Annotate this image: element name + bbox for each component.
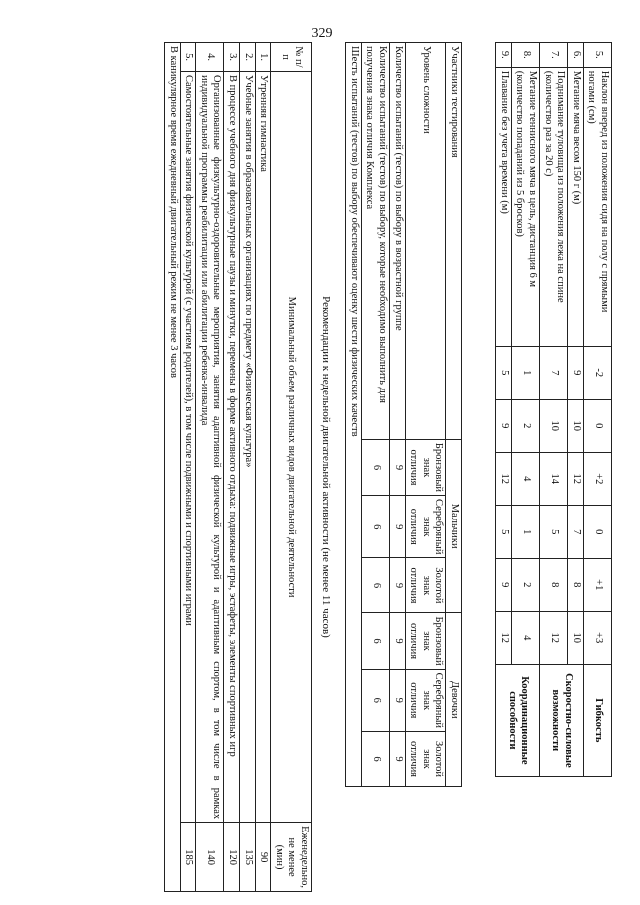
count-value: 9 [390, 439, 406, 495]
count-value: 6 [361, 669, 389, 731]
norm-value: 4 [511, 611, 539, 664]
table-row [180, 43, 196, 892]
count-value: 6 [361, 732, 389, 787]
boys-header: Мальчики [446, 439, 462, 613]
count-value: 9 [390, 496, 406, 558]
level-header: Бронзовый знак отличия [405, 613, 446, 669]
test-name: Метание мяча весом 150 г (м) [568, 67, 584, 346]
norm-value: +3 [583, 611, 611, 664]
footer-note: В каникулярное время ежедневный двигательный режим не менее 3 часов [165, 43, 181, 892]
count-value: 6 [361, 613, 389, 669]
row-number: 2. [240, 43, 256, 72]
norm-value: +1 [583, 558, 611, 611]
quality-category: Координационные способности [496, 664, 540, 776]
count-value: 9 [390, 613, 406, 669]
norm-value: 14 [540, 452, 568, 505]
girls-header: Девочки [446, 613, 462, 787]
norm-value: 12 [540, 611, 568, 664]
level-header: Бронзовый знак отличия [405, 439, 446, 495]
table-row [511, 43, 539, 777]
count-value: 9 [390, 669, 406, 731]
difficulty-label: Уровень сложности [405, 43, 446, 440]
row-number: 4. [196, 43, 224, 72]
norm-value: 12 [496, 611, 512, 664]
row-number: 7. [540, 43, 568, 68]
table-row [224, 43, 240, 892]
test-name: Поднимание туловища из положения лежа на спине (количество раз за 20 с) [540, 67, 568, 346]
norm-value: 10 [540, 399, 568, 452]
minutes-value: 120 [224, 823, 240, 892]
norm-value: 2 [511, 558, 539, 611]
norm-value: 8 [540, 558, 568, 611]
activity-table [164, 42, 312, 892]
table-row [583, 43, 611, 777]
table-row [196, 43, 224, 892]
test-name: Плавание без учета времени (м) [496, 67, 512, 346]
norm-value: 0 [583, 505, 611, 558]
row-number: 6. [568, 43, 584, 68]
activity-text: Организованные физкультурно-оздоровительные мероприятия, занятия адаптивной физической культурой и адаптивным спортом, в том числе в рамках индивидуальной программы реабилитации или абилитации ребенка-инвалида [196, 72, 224, 823]
table-row [240, 43, 256, 892]
level-header: Золотой знак отличия [405, 558, 446, 613]
test-name: Наклон вперед из положения сидя на полу с прямыми ногами (см) [583, 67, 611, 346]
norms-table [495, 42, 612, 777]
table-row [255, 43, 271, 892]
activity-text: Утренняя гимнастика [255, 72, 271, 823]
norm-value: 4 [511, 452, 539, 505]
norm-value: 5 [496, 505, 512, 558]
count-value: 9 [390, 732, 406, 787]
count-value: 6 [361, 496, 389, 558]
norm-value: 12 [568, 452, 584, 505]
norm-value: 1 [511, 505, 539, 558]
header-num: № п/п [271, 43, 312, 72]
activity-text: В процессе учебного дня физкультурные паузы и минутки, перемены в форме активного отдыха: подвижные игры, эстафеты, элементы спортивных игр [224, 72, 240, 823]
norm-value: 2 [511, 399, 539, 452]
quality-category: Гибкость [583, 664, 611, 776]
page-number: 329 [311, 26, 333, 41]
table-caption: Рекомендации к недельной двигательной активности (не менее 11 часов) [320, 296, 332, 638]
level-header: Золотой знак отличия [405, 732, 446, 787]
norm-value: 5 [540, 505, 568, 558]
norm-value: 9 [496, 558, 512, 611]
row-number: 5. [180, 43, 196, 72]
count-value: 9 [390, 558, 406, 613]
minutes-value: 90 [255, 823, 271, 892]
participants-label: Участники тестирования [446, 43, 462, 440]
minutes-value: 135 [240, 823, 256, 892]
table-row [568, 43, 584, 777]
norm-value: 9 [568, 346, 584, 399]
header-activity: Минимальный объем различных видов двигательной деятельности [271, 72, 312, 823]
row-number: 8. [511, 43, 539, 68]
test-count-table [345, 42, 462, 787]
norm-value: 7 [540, 346, 568, 399]
minutes-value: 185 [180, 823, 196, 892]
row-number: 9. [496, 43, 512, 68]
norm-value: +2 [583, 452, 611, 505]
row-number: 3. [224, 43, 240, 72]
norm-value: 9 [496, 399, 512, 452]
norm-value: 8 [568, 558, 584, 611]
norm-value: 7 [568, 505, 584, 558]
norm-value: 10 [568, 399, 584, 452]
norm-value: -2 [583, 346, 611, 399]
norm-value: 5 [496, 346, 512, 399]
activity-text: Учебные занятия в образовательных организациях по предмету «Физическая культура» [240, 72, 256, 823]
row-label: Количество испытаний (тестов) по выбору в возрастной группе [390, 43, 406, 440]
test-name: Метание теннисного мяча в цель, дистанция 6 м (количество попаданий из 5 бросков) [511, 67, 539, 346]
header-minutes: Еженедельно, не менее (мин) [271, 823, 312, 892]
activity-text: Самостоятельные занятия физической культурой (с участием родителей), в том числе подвижными и спортивными играми [180, 72, 196, 823]
norm-value: 10 [568, 611, 584, 664]
row-number: 5. [583, 43, 611, 68]
row-number: 1. [255, 43, 271, 72]
norm-value: 12 [496, 452, 512, 505]
row-label: Шесть испытаний (тестов) по выбору обеспечивают оценку шести физических качеств [346, 43, 362, 787]
row-label: Количество испытаний (тестов) по выбору, которые необходимо выполнить для получения знака отличия Комплекса [361, 43, 389, 440]
level-header: Серебряный знак отличия [405, 669, 446, 731]
norm-value: 1 [511, 346, 539, 399]
minutes-value: 140 [196, 823, 224, 892]
norm-value: 0 [583, 399, 611, 452]
level-header: Серебряный знак отличия [405, 496, 446, 558]
rotated-content [27, 42, 612, 892]
count-value: 6 [361, 439, 389, 495]
quality-category: Скоростно-силовые возможности [540, 664, 584, 776]
count-value: 6 [361, 558, 389, 613]
